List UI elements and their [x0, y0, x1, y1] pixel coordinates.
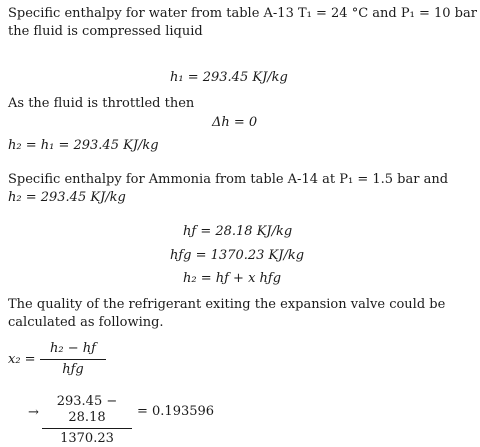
calculated-line: calculated as following. — [8, 315, 164, 330]
x2-result: = 0.193596 — [137, 404, 215, 419]
intro-line-water: Specific enthalpy for water from table A-13 T₁ = 24 °C and P₁ = 10 bar — [8, 6, 477, 21]
equation-delta-h: Δh = 0 — [212, 115, 258, 130]
quality-line: The quality of the refrigerant exiting the expansion valve could be — [8, 297, 446, 312]
x2-value-fraction — [42, 394, 132, 447]
x2-denominator: hƒg — [62, 362, 84, 377]
fraction-bar — [40, 359, 106, 360]
equation-hfg: hƒg = 1370.23 KJ/kg — [170, 248, 305, 263]
ammonia-line: Specific enthalpy for Ammonia from table A-14 at P₁ = 1.5 bar and — [8, 172, 449, 187]
fraction-bar — [42, 428, 132, 429]
equation-h1: h₁ = 293.45 KJ/kg — [170, 70, 288, 85]
equation-h2-relation: h₂ = hƒ + x hƒg — [183, 271, 282, 286]
value-numerator: 293.45 − 28.18 — [56, 394, 118, 425]
x2-formula-fraction — [40, 341, 106, 378]
value-denominator: 1370.23 — [60, 431, 114, 446]
compressed-liquid-line: the fluid is compressed liquid — [8, 24, 203, 39]
throttled-line: As the fluid is throttled then — [8, 96, 195, 111]
equation-h2: h₂ = h₁ = 293.45 KJ/kg — [8, 138, 159, 153]
arrow-symbol: → — [28, 405, 39, 420]
x2-lhs: x₂ = — [8, 352, 36, 367]
ammonia-h2-line: h₂ = 293.45 KJ/kg — [8, 190, 126, 205]
x2-numerator: h₂ − hƒ — [50, 341, 96, 356]
equation-hf: hƒ = 28.18 KJ/kg — [183, 224, 293, 239]
